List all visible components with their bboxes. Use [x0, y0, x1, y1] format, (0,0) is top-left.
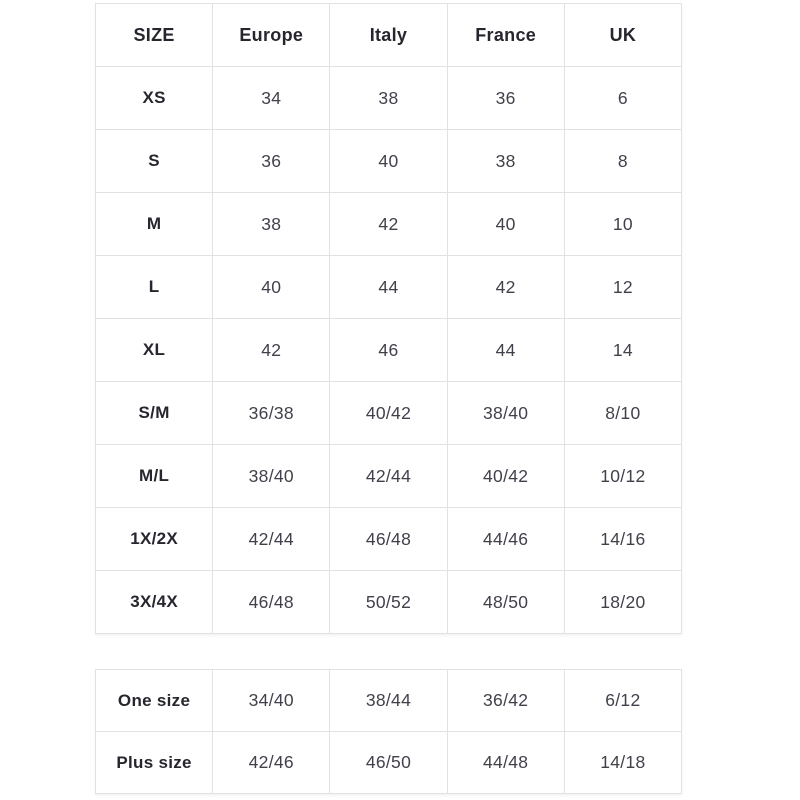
size-label-cell: XL [96, 319, 213, 382]
table-row [96, 67, 682, 130]
value-cell: 42/44 [213, 508, 330, 571]
value-cell: 10/12 [564, 445, 681, 508]
value-cell: 40 [213, 256, 330, 319]
table-row [96, 508, 682, 571]
value-cell: 36 [447, 67, 564, 130]
value-cell: 36 [213, 130, 330, 193]
table-row [96, 130, 682, 193]
value-cell: 12 [564, 256, 681, 319]
table-row [96, 319, 682, 382]
header-cell-europe: Europe [213, 4, 330, 67]
value-cell: 48/50 [447, 571, 564, 634]
header-cell-italy: Italy [330, 4, 447, 67]
table-row [96, 732, 682, 794]
special-sizes-table-body [96, 670, 682, 794]
value-cell: 44/46 [447, 508, 564, 571]
header-cell-size: SIZE [96, 4, 213, 67]
value-cell: 42 [447, 256, 564, 319]
value-cell: 14/18 [564, 732, 681, 794]
size-conversion-table [95, 3, 682, 634]
size-label-cell: L [96, 256, 213, 319]
value-cell: 46/48 [330, 508, 447, 571]
table-row [96, 445, 682, 508]
value-cell: 36/42 [447, 670, 564, 732]
value-cell: 38/40 [213, 445, 330, 508]
table-row [96, 571, 682, 634]
value-cell: 42/44 [330, 445, 447, 508]
value-cell: 44 [330, 256, 447, 319]
table-row [96, 670, 682, 732]
value-cell: 34 [213, 67, 330, 130]
value-cell: 38 [447, 130, 564, 193]
value-cell: 6/12 [564, 670, 681, 732]
value-cell: 40 [330, 130, 447, 193]
value-cell: 42 [330, 193, 447, 256]
value-cell: 14/16 [564, 508, 681, 571]
value-cell: 14 [564, 319, 681, 382]
value-cell: 38 [213, 193, 330, 256]
value-cell: 8/10 [564, 382, 681, 445]
value-cell: 50/52 [330, 571, 447, 634]
value-cell: 8 [564, 130, 681, 193]
value-cell: 44/48 [447, 732, 564, 794]
value-cell: 34/40 [213, 670, 330, 732]
value-cell: 36/38 [213, 382, 330, 445]
size-label-cell: One size [96, 670, 213, 732]
size-label-cell: S [96, 130, 213, 193]
value-cell: 40/42 [330, 382, 447, 445]
size-label-cell: XS [96, 67, 213, 130]
header-cell-uk: UK [564, 4, 681, 67]
header-row [96, 4, 682, 67]
value-cell: 40/42 [447, 445, 564, 508]
value-cell: 40 [447, 193, 564, 256]
value-cell: 46/50 [330, 732, 447, 794]
value-cell: 46/48 [213, 571, 330, 634]
value-cell: 38 [330, 67, 447, 130]
value-cell: 42/46 [213, 732, 330, 794]
size-label-cell: S/M [96, 382, 213, 445]
table-row [96, 256, 682, 319]
value-cell: 38/44 [330, 670, 447, 732]
value-cell: 46 [330, 319, 447, 382]
value-cell: 44 [447, 319, 564, 382]
size-label-cell: M/L [96, 445, 213, 508]
size-table-header [96, 4, 682, 67]
special-sizes-table [95, 669, 682, 794]
table-row [96, 193, 682, 256]
value-cell: 38/40 [447, 382, 564, 445]
size-label-cell: 3X/4X [96, 571, 213, 634]
size-table-body [96, 67, 682, 634]
value-cell: 10 [564, 193, 681, 256]
table-row [96, 382, 682, 445]
value-cell: 18/20 [564, 571, 681, 634]
value-cell: 42 [213, 319, 330, 382]
header-cell-france: France [447, 4, 564, 67]
size-label-cell: M [96, 193, 213, 256]
size-label-cell: 1X/2X [96, 508, 213, 571]
size-label-cell: Plus size [96, 732, 213, 794]
value-cell: 6 [564, 67, 681, 130]
